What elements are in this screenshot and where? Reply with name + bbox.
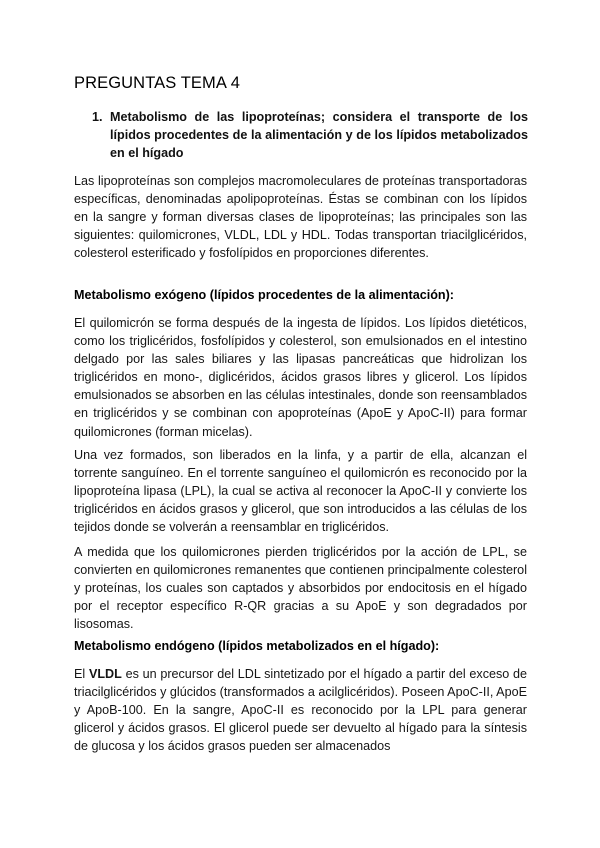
exogenous-heading: Metabolismo exógeno (lípidos procedentes de la alimentación): — [74, 288, 454, 302]
exogenous-paragraph-3: A medida que los quilomicrones pierden triglicéridos por la acción de LPL, se convierten en quilomicrones remanentes que contienen principalmente colesterol y proteínas, los cuales son captados y absorbidos por endocitosis en el hígado por el receptor específico R-QR gracias a su ApoE y son degradados por lisosomas. — [74, 545, 527, 632]
intro-block — [74, 172, 527, 262]
endogenous-section — [74, 637, 527, 655]
exogenous-paragraph-1: El quilomicrón se forma después de la ingesta de lípidos. Los lípidos dietéticos, como los triglicéridos, fosfolípidos y colesterol, son emulsionados en el intestino delgado por las sales biliares y las lipasas pancreáticas que hidrolizan los triglicéridos en mono-, diglicéridos, ácidos grasos libres y glicerol. Los lípidos emulsionados se absorben en las células intestinales, donde son reensamblados en triglicéridos y se combinan con apoproteínas (ApoE y ApoC-II) para formar quilomicrones (forman micelas). — [74, 316, 527, 439]
question-item — [92, 108, 528, 162]
exogenous-section — [74, 286, 527, 304]
vldl-description: es un precursor del LDL sintetizado por el hígado a partir del exceso de triacilglicéridos y glúcidos (transformados a acilglicéridos). Poseen ApoC-II, ApoE y ApoB-100. En la sangre, ApoC-II es reconocido por la LPL para generar glicerol y ácidos grasos. El glicerol puede ser devuelto al hígado para la síntesis de glucosa y los ácidos grasos pueden ser almacenados — [74, 667, 528, 754]
exogenous-paragraph-2: Una vez formados, son liberados en la linfa, y a partir de ella, alcanzan el torrente sanguíneo. En el torrente sanguíneo el quilomicrón es reconocido por la lipoproteína lipasa (LPL), la cual se activa al reconocer la ApoC-II y convierte los triglicéridos en ácidos grasos y glicerol, que son introducidos a las células de los tejidos donde se volverán a reensamblar en triglicéridos. — [74, 448, 527, 535]
endogenous-p1-block — [74, 665, 527, 755]
exogenous-p1-block — [74, 314, 527, 441]
vldl-prefix: El — [74, 667, 86, 681]
intro-paragraph: Las lipoproteínas son complejos macromoleculares de proteínas transportadoras específicas, denominadas apolipoproteínas. Éstas se combinan con los lípidos en la sangre y forman diversas clases de lipoproteínas; las principales son las siguientes: quilomicrones, VLDL, LDL y HDL. Todas transportan triacilglicéridos, colesterol esterificado y fosfolípidos en proporciones diferentes. — [74, 174, 527, 261]
exogenous-p3-block — [74, 543, 527, 633]
endogenous-paragraph-1 — [74, 665, 527, 755]
question-number: 1. — [92, 110, 103, 124]
exogenous-p2-block — [74, 446, 527, 536]
document-title: PREGUNTAS TEMA 4 — [74, 74, 241, 92]
endogenous-heading: Metabolismo endógeno (lípidos metabolizados en el hígado): — [74, 639, 440, 653]
question-text: Metabolismo de las lipoproteínas; considera el transporte de los lípidos procedentes de la alimentación y de los lípidos metabolizados en el hígado — [110, 110, 528, 160]
vldl-term: VLDL — [88, 667, 122, 681]
